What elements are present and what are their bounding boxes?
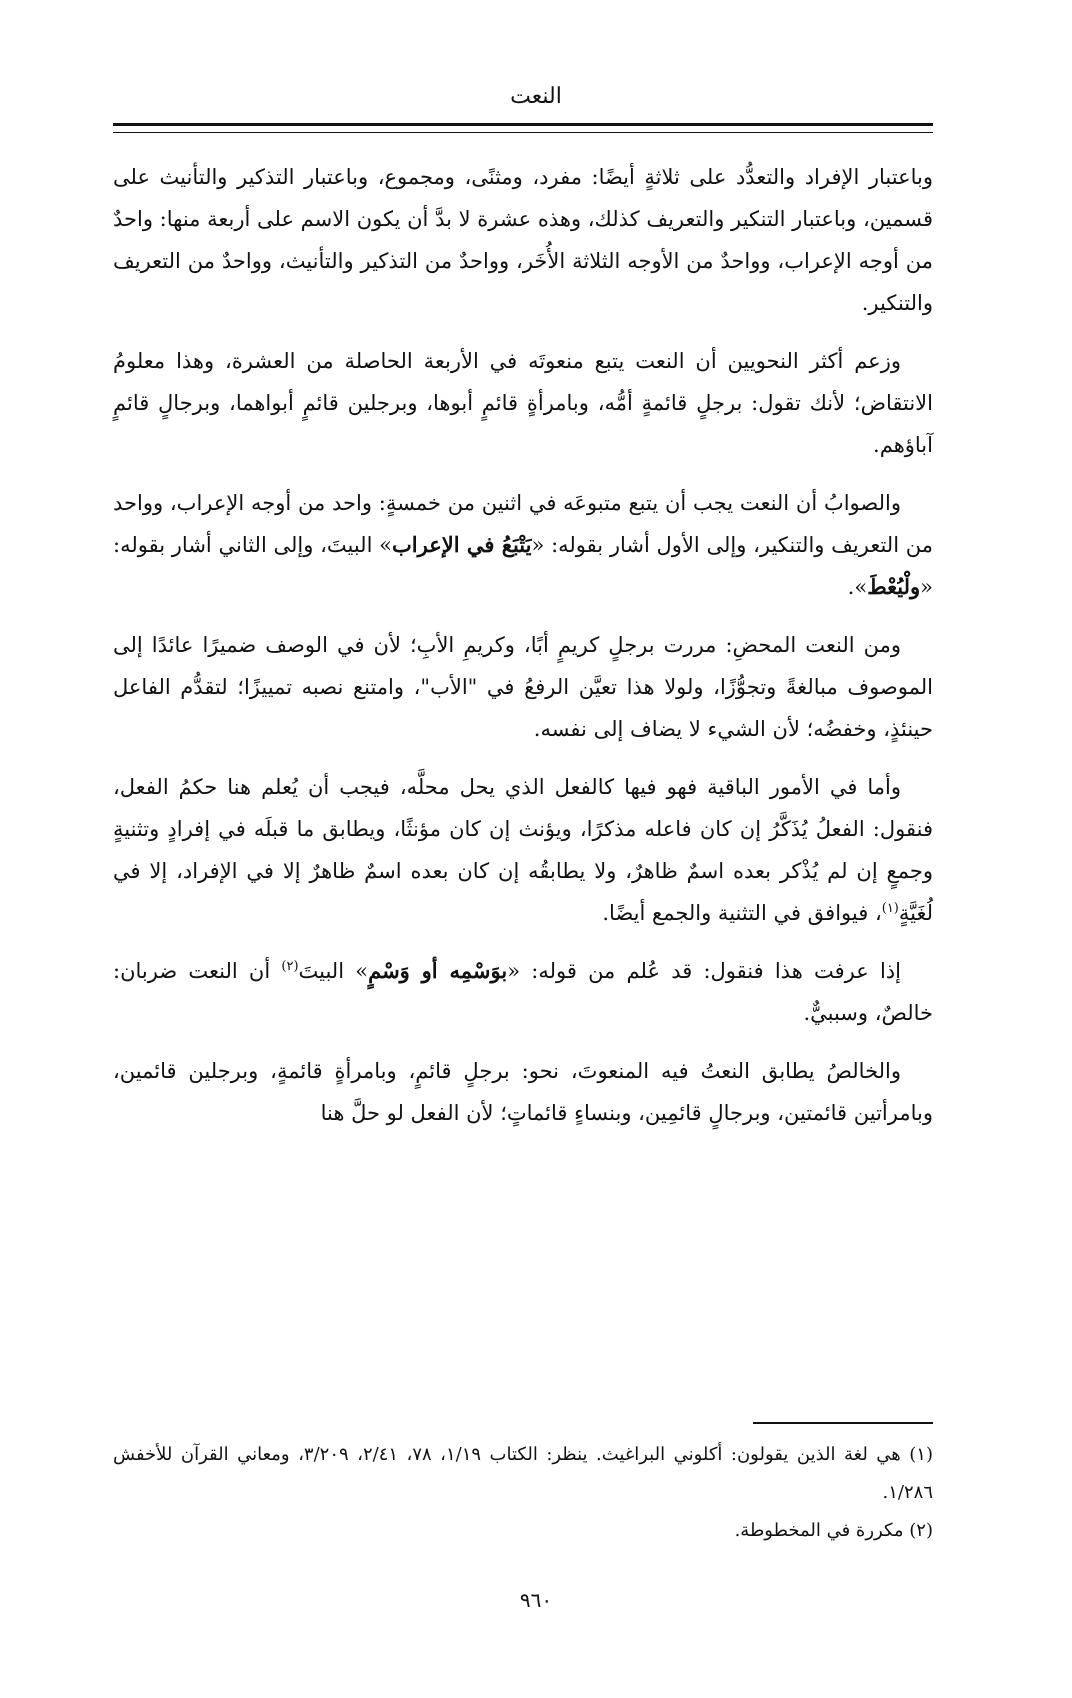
bold-quote: يَتْبَعُ في الإعراب bbox=[392, 532, 532, 557]
header-rule-thick bbox=[113, 123, 933, 126]
text-segment: وأما في الأمور الباقية فهو فيها كالفعل الذي يحل محلَّه، فيجب أن يُعلم هنا حكمُ الفعل، فنقول: الفعلُ يُذَكَّرُ إن كان فاعله مذكرًا، ويؤنث إن كان مؤنثًا، ويطابق ما قبلَه في إفرادٍ وتثنيةٍ وجمعٍ إن لم يُذْكر بعده اسمٌ ظاهرٌ، ولا يطابقُه إن كان بعده اسمٌ ظاهرٌ إلا في الإفراد، إلا في لُغَيَّةٍ bbox=[113, 775, 933, 925]
header-rule-thin bbox=[113, 132, 933, 133]
body-text bbox=[113, 156, 933, 1150]
text-segment: ومن النعت المحضِ: مررت برجلٍ كريمٍ أبًا، وكريمِ الأبِ؛ لأن في الوصف ضميرًا عائدًا إلى الموصوف مبالغةً وتجوُّزًا، ولولا هذا تعيَّن الرفعُ في "الأب"، وامتنع نصبه تمييزًا؛ لتقدُّم الفاعل حينئذٍ، وخفضُه؛ لأن الشيء لا يضاف إلى نفسه. bbox=[113, 633, 933, 741]
paragraph bbox=[113, 340, 933, 466]
bold-quote: بوَسْمِه أو وَسْمٍ bbox=[368, 958, 508, 983]
text-segment: أن النعت ضربان: خالصٌ، وسببيٌّ. bbox=[113, 959, 933, 1025]
paragraph bbox=[113, 766, 933, 934]
footnote: (٢) مكررة في المخطوطة. bbox=[734, 1520, 933, 1541]
footnote: (١) هي لغة الذين يقولون: أكلوني البراغيث. ينظر: الكتاب ١/١٩، ٧٨، ٢/٤١، ٣/٢٠٩، ومعاني القرآن للأخفش ١/٢٨٦. bbox=[113, 1444, 933, 1503]
page-number: ٩٦٠ bbox=[519, 1588, 553, 1612]
text-segment: » البيتَ، وإلى الثاني أشار بقوله: « bbox=[113, 533, 933, 599]
paragraph bbox=[113, 624, 933, 750]
bold-quote: ولْيُعْطَ bbox=[867, 574, 921, 599]
paragraph bbox=[113, 482, 933, 608]
text-segment: إذا عرفت هذا فنقول: قد عُلم من قوله: « bbox=[507, 959, 901, 983]
footnotes bbox=[113, 1436, 933, 1550]
running-header: النعت bbox=[510, 84, 562, 109]
footnote-ref: (١) bbox=[881, 901, 899, 916]
footnote-separator bbox=[753, 1422, 933, 1424]
text-segment: والصوابُ أن النعت يجب أن يتبع متبوعَه في اثنين من خمسةٍ: واحد من أوجه الإعراب، وواحد من التعريف والتنكير، وإلى الأول أشار بقوله: « bbox=[113, 491, 933, 557]
text-segment: وباعتبار الإفراد والتعدُّد على ثلاثةٍ أيضًا: مفرد، ومثنًى، ومجموع، وباعتبار التذكير والتأنيث على قسمين، وباعتبار التنكير والتعريف كذلك، وهذه عشرة لا بدَّ أن يكون الاسم على أربعة منها: واحدٌ من أوجه الإعراب، وواحدٌ من الأوجه الثلاثة الأُخَر، وواحدٌ من التذكير والتأنيث، وواحدٌ من التعريف والتنكير. bbox=[113, 165, 933, 315]
text-segment: وزعم أكثر النحويين أن النعت يتبع منعوتَه في الأربعة الحاصلة من العشرة، وهذا معلومُ الانتقاض؛ لأنك تقول: برجلٍ قائمةٍ أمُّه، وبامرأةٍ قائمٍ أبوها، وبرجلين قائمٍ أبواهما، وبرجالٍ قائمٍ آباؤهم. bbox=[113, 349, 933, 457]
text-segment: والخالصُ يطابق النعتُ فيه المنعوتَ، نحو: برجلٍ قائمٍ، وبامرأةٍ قائمةٍ، وبرجلين قائمين، وبامرأتين قائمتين، وبرجالٍ قائمِين، وبنساءٍ قائماتٍ؛ لأن الفعل لو حلَّ هنا bbox=[113, 1059, 933, 1125]
text-segment: ، فيوافق في التثنية والجمع أيضًا. bbox=[602, 901, 882, 925]
text-segment: » البيتَ bbox=[298, 959, 369, 983]
text-segment: ». bbox=[847, 575, 868, 599]
footnote-ref: (٢) bbox=[281, 959, 299, 974]
paragraph bbox=[113, 950, 933, 1034]
paragraph bbox=[113, 156, 933, 324]
paragraph bbox=[113, 1050, 933, 1134]
